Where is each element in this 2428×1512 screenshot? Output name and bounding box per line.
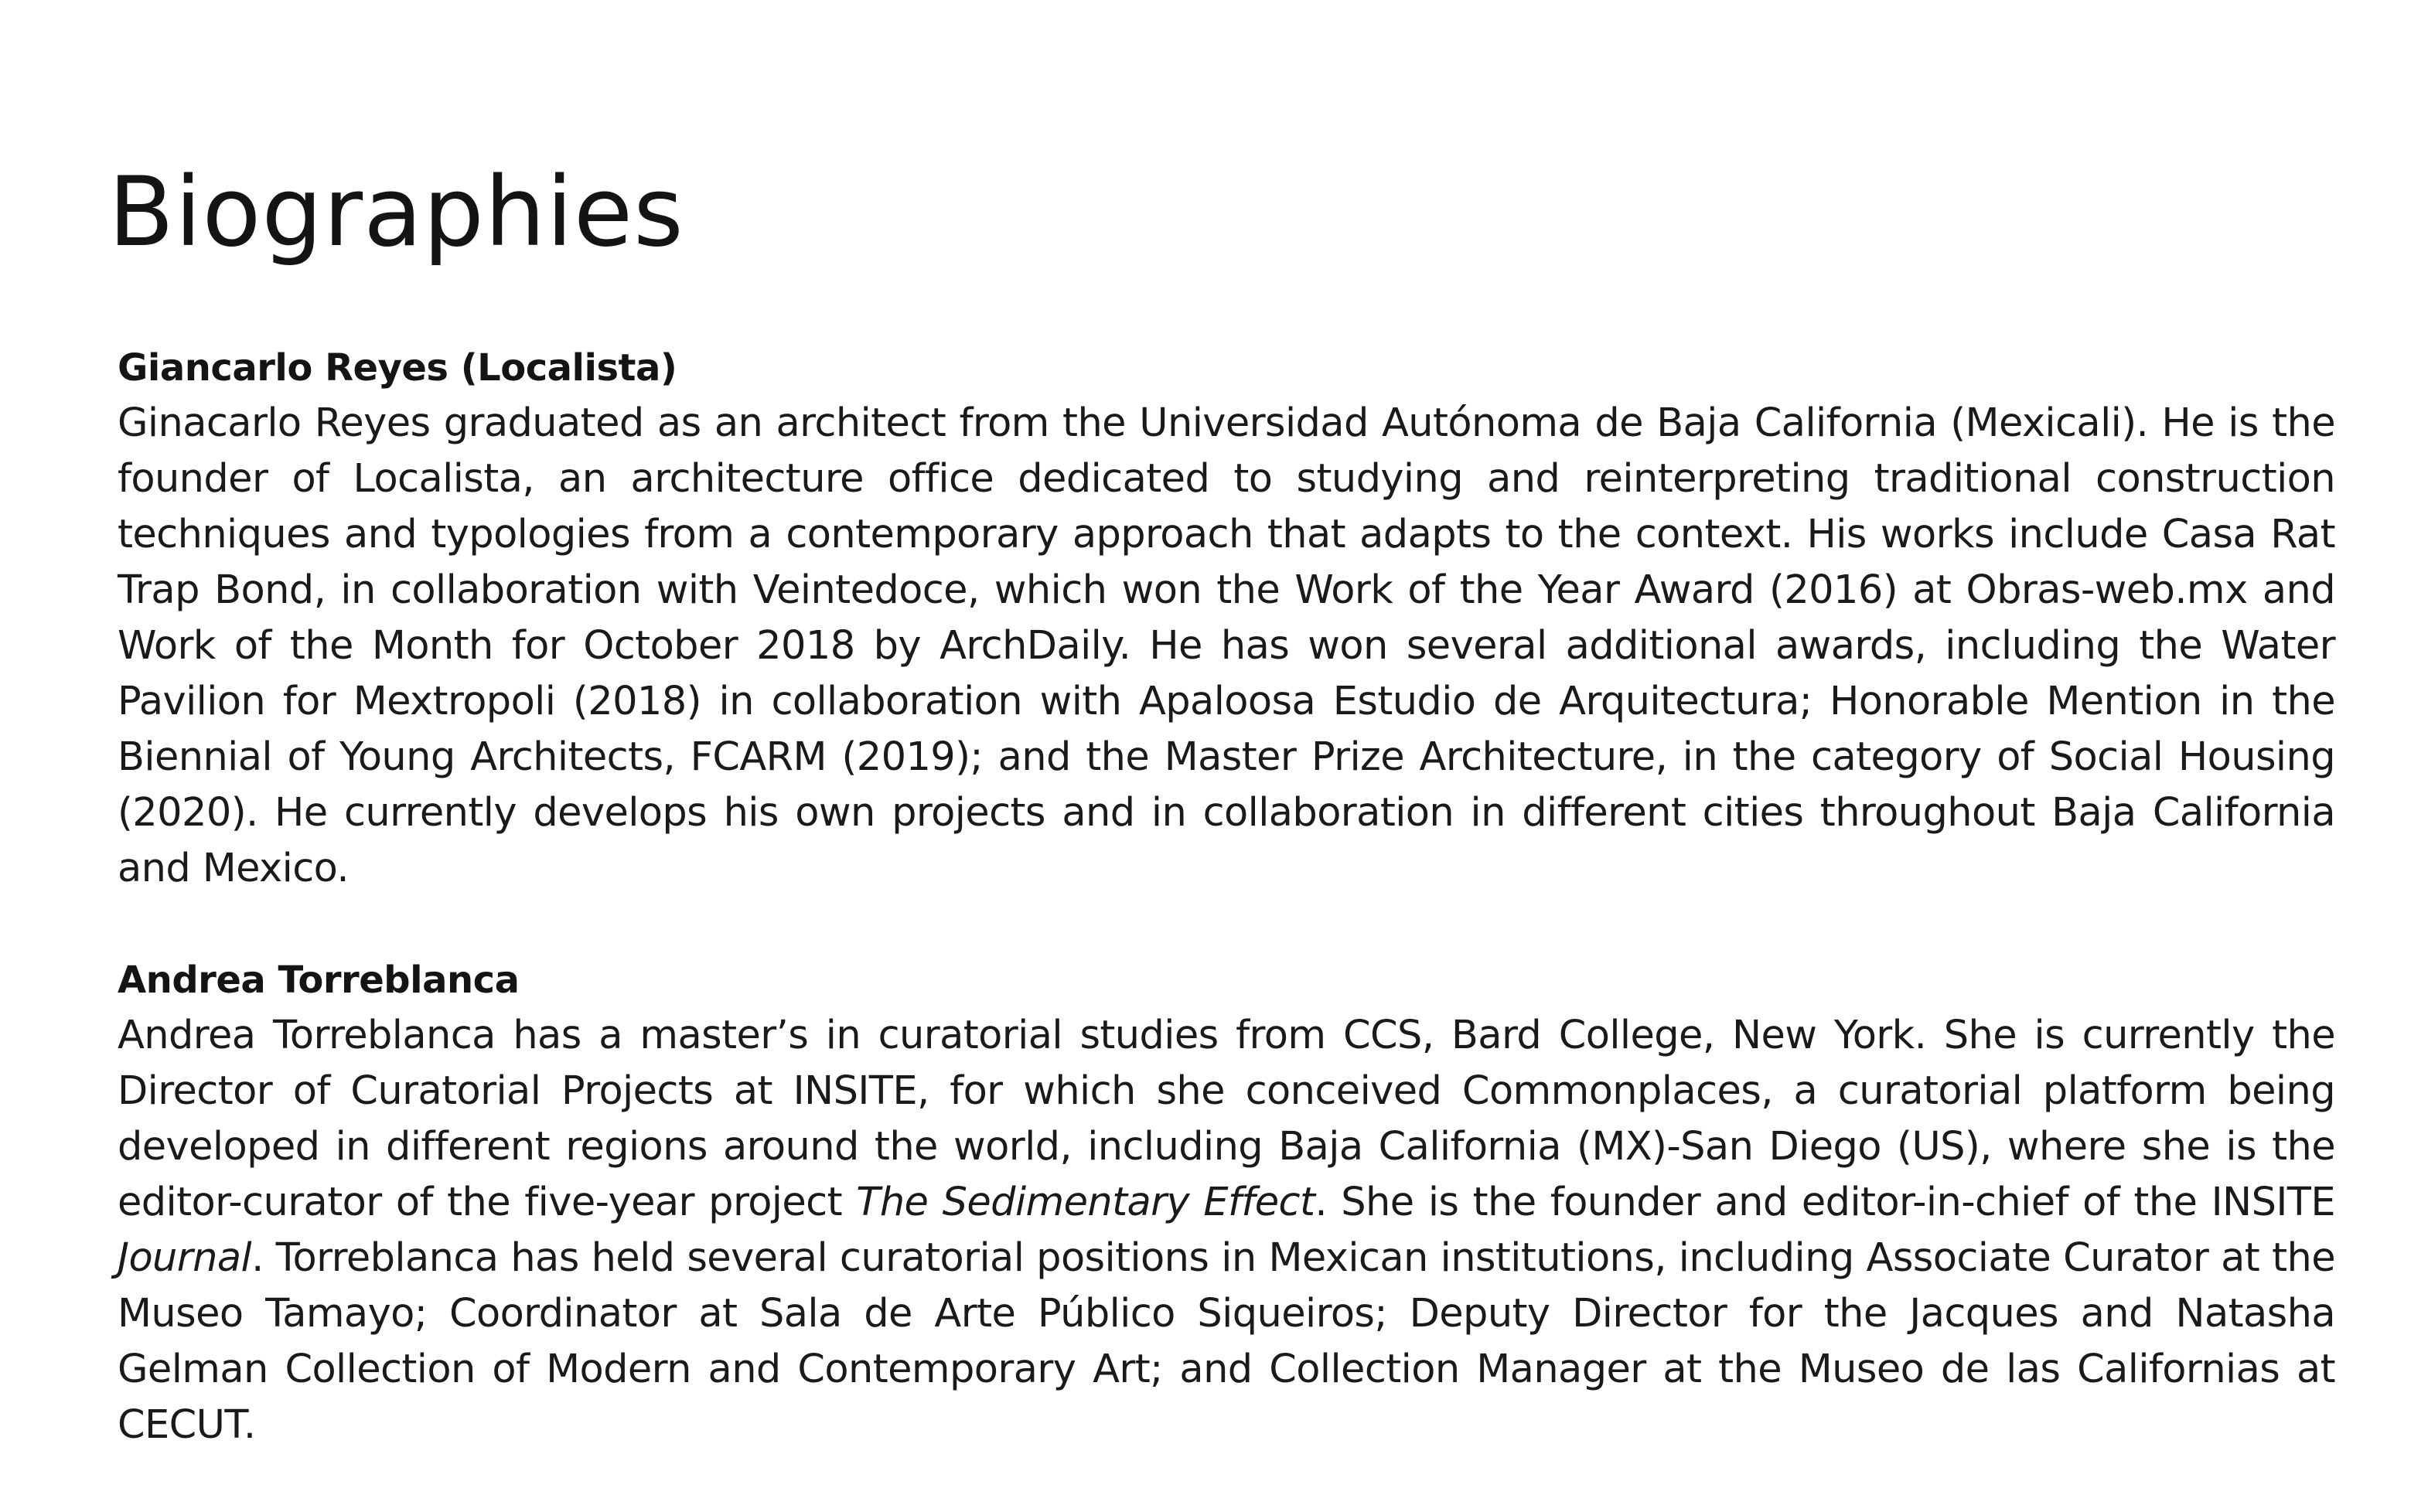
biography-name: Giancarlo Reyes (Localista)	[118, 346, 677, 390]
biography-text	[118, 1008, 2335, 1453]
biography-giancarlo-reyes	[118, 340, 2335, 897]
biography-text-part: . She is the founder and editor-in-chief of the INSITE	[1315, 1180, 2335, 1225]
biography-text-part: . Torreblanca has held several curatorial positions in Mexican institutions, including Associate Curator at the Museo Tamayo; Coordinator at Sala de Arte Público Siqueiros; Deputy Director for the Jacques and Natasha Gelman Collection of Modern and Contemporary Art; and Collection Manager at the Museo de las Californias at CECUT.	[118, 1235, 2335, 1448]
biography-name: Andrea Torreblanca	[118, 959, 520, 1002]
project-title-italic: The Sedimentary Effect	[856, 1180, 1315, 1225]
journal-title-italic: Journal	[118, 1235, 252, 1281]
biography-text-part: Andrea Torreblanca has a master’s in curatorial studies from CCS, Bard College, New York. She is currently the Director of Curatorial Projects at INSITE, for which she conceived Commonplaces, a curatorial platform being developed in different regions around the world, including Baja California (MX)-San Diego (US), where she is the editor-curator of the five-year project	[118, 1013, 2335, 1225]
biography-andrea-torreblanca	[118, 952, 2335, 1453]
biography-text: Ginacarlo Reyes graduated as an architect from the Universidad Autónoma de Baja California (Mexicali). He is the founder of Localista, an architecture office dedicated to studying and reinterpreting traditional construction techniques and typologies from a contemporary approach that adapts to the context. His works include Casa Rat Trap Bond, in collaboration with Veintedoce, which won the Work of the Year Award (2016) at Obras-web.mx and Work of the Month for October 2018 by ArchDaily. He has won several additional awards, including the Water Pavilion for Mextropoli (2018) in collaboration with Apaloosa Estudio de Arquitectura; Honorable Mention in the Biennial of Young Architects, FCARM (2019); and the Master Prize Architecture, in the category of Social Housing (2020). He currently develops his own projects and in collaboration in different cities throughout Baja California and Mexico.	[118, 400, 2335, 891]
page-title: Biographies	[108, 157, 684, 268]
